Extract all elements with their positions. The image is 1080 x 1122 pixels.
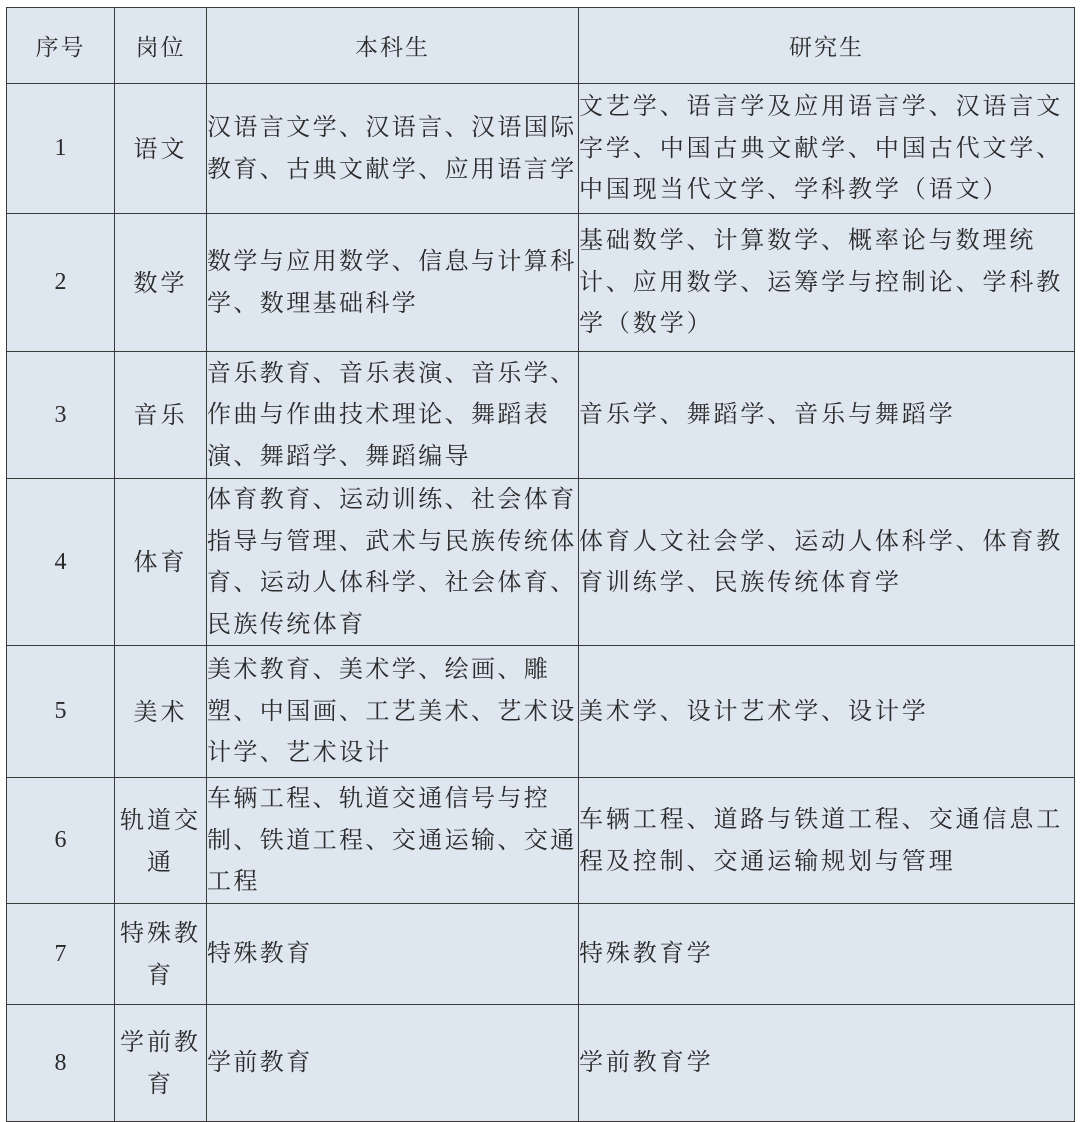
row-graduate-majors: 美术学、设计艺术学、设计学 xyxy=(579,646,1075,778)
row-seq: 1 xyxy=(7,84,115,214)
row-position: 轨道交通 xyxy=(115,778,207,904)
table-row xyxy=(7,84,1075,214)
row-position: 学前教育 xyxy=(115,1005,207,1122)
row-position: 音乐 xyxy=(115,352,207,479)
row-position: 数学 xyxy=(115,214,207,352)
majors-table xyxy=(6,7,1075,1122)
row-graduate-majors: 音乐学、舞蹈学、音乐与舞蹈学 xyxy=(579,352,1075,479)
table-row xyxy=(7,352,1075,479)
table-row xyxy=(7,778,1075,904)
row-undergraduate-majors: 美术教育、美术学、绘画、雕塑、中国画、工艺美术、艺术设计学、艺术设计 xyxy=(207,646,579,778)
row-graduate-majors: 体育人文社会学、运动人体科学、体育教育训练学、民族传统体育学 xyxy=(579,479,1075,646)
row-position: 特殊教育 xyxy=(115,904,207,1005)
row-graduate-majors: 学前教育学 xyxy=(579,1005,1075,1122)
row-undergraduate-majors: 汉语言文学、汉语言、汉语国际教育、古典文献学、应用语言学 xyxy=(207,84,579,214)
row-seq: 2 xyxy=(7,214,115,352)
header-undergraduate: 本科生 xyxy=(207,8,579,84)
header-seq: 序号 xyxy=(7,8,115,84)
row-undergraduate-majors: 车辆工程、轨道交通信号与控制、铁道工程、交通运输、交通工程 xyxy=(207,778,579,904)
table-row xyxy=(7,904,1075,1005)
table-row xyxy=(7,646,1075,778)
row-graduate-majors: 特殊教育学 xyxy=(579,904,1075,1005)
row-position: 语文 xyxy=(115,84,207,214)
row-graduate-majors: 基础数学、计算数学、概率论与数理统计、应用数学、运筹学与控制论、学科教学（数学） xyxy=(579,214,1075,352)
table-row xyxy=(7,1005,1075,1122)
row-graduate-majors: 车辆工程、道路与铁道工程、交通信息工程及控制、交通运输规划与管理 xyxy=(579,778,1075,904)
row-seq: 4 xyxy=(7,479,115,646)
header-graduate: 研究生 xyxy=(579,8,1075,84)
table-row xyxy=(7,479,1075,646)
row-graduate-majors: 文艺学、语言学及应用语言学、汉语言文字学、中国古典文献学、中国古代文学、中国现当代文学、学科教学（语文） xyxy=(579,84,1075,214)
row-seq: 7 xyxy=(7,904,115,1005)
row-seq: 3 xyxy=(7,352,115,479)
header-position: 岗位 xyxy=(115,8,207,84)
row-undergraduate-majors: 特殊教育 xyxy=(207,904,579,1005)
row-seq: 6 xyxy=(7,778,115,904)
row-position: 体育 xyxy=(115,479,207,646)
row-undergraduate-majors: 体育教育、运动训练、社会体育指导与管理、武术与民族传统体育、运动人体科学、社会体育、民族传统体育 xyxy=(207,479,579,646)
row-seq: 8 xyxy=(7,1005,115,1122)
row-undergraduate-majors: 音乐教育、音乐表演、音乐学、作曲与作曲技术理论、舞蹈表演、舞蹈学、舞蹈编导 xyxy=(207,352,579,479)
row-undergraduate-majors: 数学与应用数学、信息与计算科学、数理基础科学 xyxy=(207,214,579,352)
row-seq: 5 xyxy=(7,646,115,778)
row-undergraduate-majors: 学前教育 xyxy=(207,1005,579,1122)
table-row xyxy=(7,214,1075,352)
header-row xyxy=(7,8,1075,84)
row-position: 美术 xyxy=(115,646,207,778)
